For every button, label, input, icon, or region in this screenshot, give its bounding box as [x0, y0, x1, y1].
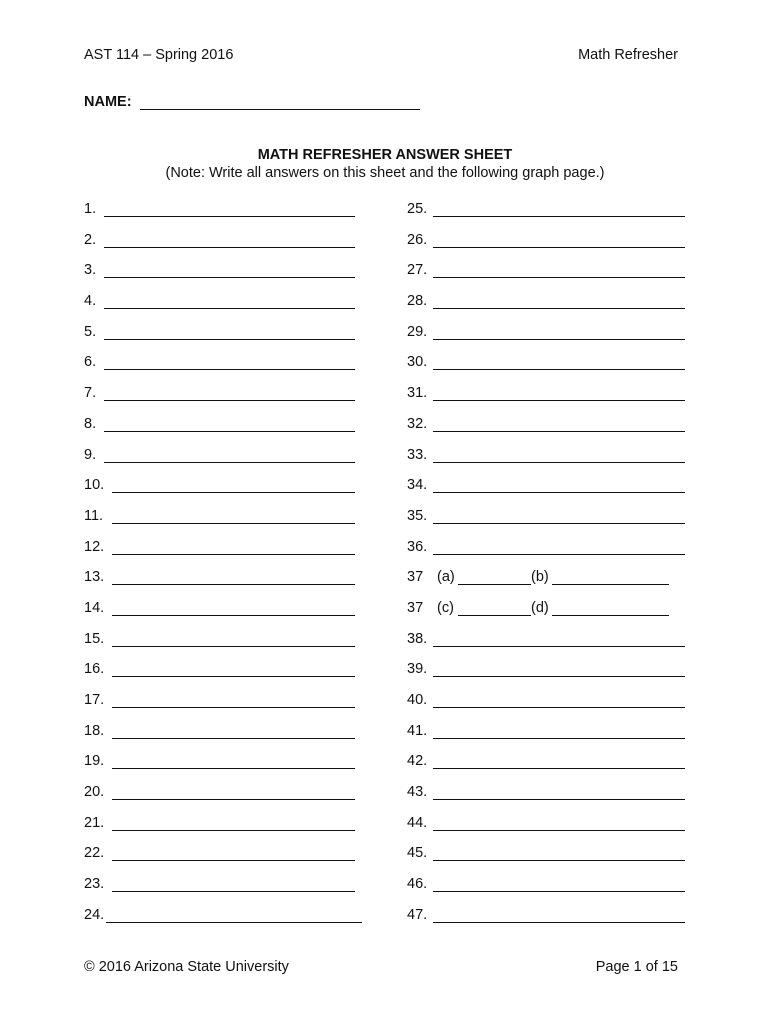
question-number: 40.	[407, 692, 428, 708]
answer-row	[407, 508, 685, 539]
answer-field-37c[interactable]	[458, 600, 531, 616]
page-number: Page 1 of 15	[595, 959, 678, 975]
question-number: 29.	[407, 323, 428, 340]
answer-field-37a[interactable]	[458, 569, 531, 585]
answer-row	[84, 201, 362, 232]
answer-row	[84, 661, 362, 692]
answer-row	[407, 232, 685, 263]
question-number: 26.	[407, 231, 428, 248]
answer-field[interactable]	[104, 201, 355, 217]
answer-field[interactable]	[104, 324, 355, 340]
answer-field[interactable]	[112, 477, 355, 493]
answer-row-37cd	[407, 600, 685, 631]
answer-field[interactable]	[433, 416, 685, 432]
question-number: 16.	[84, 661, 105, 678]
question-number: 38.	[407, 630, 428, 647]
answer-row	[84, 354, 362, 385]
answer-row	[84, 815, 362, 846]
answer-row	[84, 876, 362, 907]
answer-field[interactable]	[433, 723, 685, 739]
answer-field[interactable]	[433, 907, 685, 923]
answer-field[interactable]	[433, 293, 685, 309]
answer-field[interactable]	[104, 447, 355, 463]
answer-row	[407, 907, 685, 938]
page-subtitle: (Note: Write all answers on this sheet and the following graph page.)	[165, 165, 605, 181]
answer-row	[407, 324, 685, 355]
question-number: 28.	[407, 293, 428, 310]
answer-row	[407, 723, 685, 754]
answer-row	[84, 262, 362, 293]
answer-field[interactable]	[112, 784, 355, 800]
question-number: 15.	[84, 630, 105, 647]
answer-field-37d[interactable]	[552, 600, 669, 616]
answer-row	[407, 201, 685, 232]
question-number: 43.	[407, 784, 428, 801]
answer-field[interactable]	[433, 539, 685, 555]
answer-row	[84, 784, 362, 815]
part-label: (c)	[437, 599, 454, 616]
answer-field[interactable]	[112, 539, 355, 555]
question-number: 45.	[407, 845, 428, 862]
answer-row	[407, 385, 685, 416]
answer-field[interactable]	[433, 876, 685, 892]
answer-field[interactable]	[433, 845, 685, 861]
answer-row	[407, 876, 685, 907]
answer-field[interactable]	[104, 232, 355, 248]
answer-row	[84, 293, 362, 324]
answer-row	[84, 232, 362, 263]
question-number: 13.	[84, 569, 105, 586]
question-number: 17.	[84, 692, 105, 708]
answer-field[interactable]	[433, 508, 685, 524]
answer-field[interactable]	[112, 631, 355, 647]
question-number: 6.	[84, 354, 97, 371]
answer-row	[84, 600, 362, 631]
question-number: 14.	[84, 599, 105, 616]
answer-field[interactable]	[112, 723, 355, 739]
question-number: 23.	[84, 876, 105, 893]
answer-row	[84, 385, 362, 416]
question-number: 7.	[84, 385, 97, 402]
answer-field[interactable]	[433, 262, 685, 278]
answer-row	[84, 631, 362, 662]
answer-field[interactable]	[433, 324, 685, 340]
name-label: NAME:	[84, 94, 132, 110]
answer-field[interactable]	[433, 201, 685, 217]
question-number: 25.	[407, 201, 428, 217]
answer-row	[84, 477, 362, 508]
answer-field[interactable]	[433, 815, 685, 831]
answer-field[interactable]	[112, 569, 355, 585]
answer-row	[407, 447, 685, 478]
answer-field[interactable]	[112, 753, 355, 769]
question-number: 42.	[407, 753, 428, 770]
answer-row	[84, 569, 362, 600]
part-label: (b)	[531, 569, 549, 586]
question-number: 11.	[84, 507, 104, 524]
question-number: 46.	[407, 876, 428, 893]
question-number: 31.	[407, 385, 428, 402]
answer-row	[84, 539, 362, 570]
answer-field[interactable]	[112, 692, 355, 708]
answer-row	[407, 262, 685, 293]
answer-field[interactable]	[112, 508, 355, 524]
answer-row	[84, 324, 362, 355]
answer-row	[407, 661, 685, 692]
answer-row	[407, 845, 685, 876]
name-row	[84, 93, 420, 110]
question-number: 3.	[84, 262, 97, 279]
answer-row	[407, 293, 685, 324]
question-number: 32.	[407, 415, 428, 432]
question-number: 22.	[84, 845, 105, 862]
question-number: 4.	[84, 293, 97, 310]
question-number: 21.	[84, 814, 105, 831]
answer-row	[407, 784, 685, 815]
question-number: 18.	[84, 722, 105, 739]
answer-field[interactable]	[112, 661, 355, 677]
course-header: AST 114 – Spring 2016	[84, 47, 234, 63]
answer-field[interactable]	[433, 753, 685, 769]
answer-field[interactable]	[112, 815, 355, 831]
page-title: MATH REFRESHER ANSWER SHEET	[257, 147, 513, 163]
answer-row	[84, 692, 362, 723]
answer-field[interactable]	[104, 262, 355, 278]
answer-field[interactable]	[104, 293, 355, 309]
part-label: (a)	[437, 569, 455, 586]
answer-field[interactable]	[104, 416, 355, 432]
question-number: 41.	[407, 722, 428, 739]
question-number: 20.	[84, 784, 105, 801]
answer-row	[84, 753, 362, 784]
answer-field[interactable]	[112, 876, 355, 892]
question-number: 36.	[407, 538, 428, 555]
question-number: 9.	[84, 446, 97, 463]
question-number: 39.	[407, 661, 428, 678]
answer-row	[407, 692, 685, 723]
question-number: 37	[407, 569, 424, 586]
answer-field[interactable]	[104, 385, 355, 401]
answer-row	[407, 416, 685, 447]
answer-row	[84, 723, 362, 754]
right-answer-column	[407, 201, 685, 938]
question-number: 1.	[84, 201, 97, 217]
answer-field[interactable]	[433, 232, 685, 248]
answer-field[interactable]	[433, 631, 685, 647]
answer-row	[84, 447, 362, 478]
copyright-footer: © 2016 Arizona State University	[84, 959, 289, 975]
answer-field[interactable]	[112, 600, 355, 616]
question-number: 10.	[84, 477, 105, 494]
answer-row	[407, 815, 685, 846]
question-number: 37	[407, 599, 424, 616]
answer-field-37b[interactable]	[552, 569, 669, 585]
question-number: 8.	[84, 415, 97, 432]
question-number: 27.	[407, 262, 428, 279]
answer-row	[84, 845, 362, 876]
name-field[interactable]	[140, 93, 420, 110]
question-number: 47.	[407, 906, 428, 923]
answer-row	[84, 907, 362, 938]
answer-field[interactable]	[433, 692, 685, 708]
question-number: 44.	[407, 814, 428, 831]
question-number: 12.	[84, 538, 105, 555]
answer-row-37ab	[407, 569, 685, 600]
question-number: 30.	[407, 354, 428, 371]
answer-row	[407, 753, 685, 784]
question-number: 24.	[84, 906, 105, 923]
answer-field[interactable]	[104, 354, 355, 370]
question-number: 35.	[407, 507, 428, 524]
answer-field[interactable]	[433, 661, 685, 677]
title-block	[0, 147, 770, 181]
question-number: 2.	[84, 231, 97, 248]
question-number: 33.	[407, 446, 428, 463]
answer-field[interactable]	[433, 385, 685, 401]
left-answer-column	[84, 201, 362, 938]
answer-field[interactable]	[433, 354, 685, 370]
answer-field[interactable]	[112, 845, 355, 861]
answer-row	[84, 416, 362, 447]
part-label: (d)	[531, 599, 549, 616]
answer-field[interactable]	[106, 907, 362, 923]
answer-field[interactable]	[433, 447, 685, 463]
question-number: 34.	[407, 477, 428, 494]
answer-row	[407, 631, 685, 662]
answer-field[interactable]	[433, 784, 685, 800]
answer-row	[407, 539, 685, 570]
answer-row	[84, 508, 362, 539]
question-number: 19.	[84, 753, 105, 770]
question-number: 5.	[84, 323, 97, 340]
answer-row	[407, 354, 685, 385]
section-header: Math Refresher	[578, 47, 678, 63]
answer-row	[407, 477, 685, 508]
answer-field[interactable]	[433, 477, 685, 493]
